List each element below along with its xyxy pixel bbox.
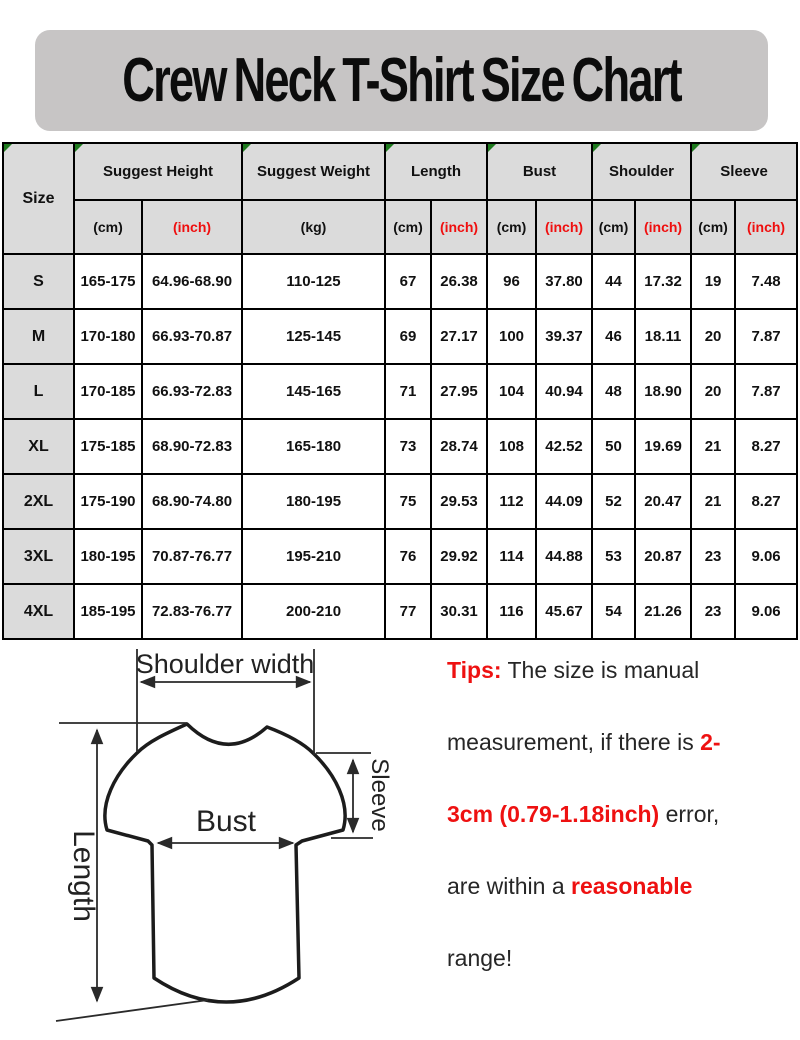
table-cell: 7.87 (735, 309, 797, 364)
table-cell: 64.96-68.90 (142, 254, 242, 309)
table-cell: 67 (385, 254, 431, 309)
table-cell: 21 (691, 474, 735, 529)
table-cell: 39.37 (536, 309, 592, 364)
col-header-sleeve: Sleeve (691, 143, 797, 200)
table-cell: 76 (385, 529, 431, 584)
table-cell: 44.09 (536, 474, 592, 529)
table-row (3, 584, 797, 639)
table-cell: 77 (385, 584, 431, 639)
table-cell: 165-180 (242, 419, 385, 474)
table-cell: 8.27 (735, 419, 797, 474)
shoulder-width-label: Shoulder width (135, 649, 315, 679)
table-cell: 100 (487, 309, 536, 364)
unit-height-inch: (inch) (142, 200, 242, 254)
table-cell: 68.90-72.83 (142, 419, 242, 474)
table-cell: 9.06 (735, 584, 797, 639)
length-bottom-tick (56, 1000, 208, 1021)
unit-length-inch: (inch) (431, 200, 487, 254)
table-cell: 40.94 (536, 364, 592, 419)
bust-label: Bust (195, 805, 257, 838)
table-cell: 46 (592, 309, 635, 364)
table-cell: 44.88 (536, 529, 592, 584)
table-cell: 165-175 (74, 254, 142, 309)
table-cell: 53 (592, 529, 635, 584)
table-cell: 104 (487, 364, 536, 419)
table-cell: 21.26 (635, 584, 691, 639)
sleeve-label: Sleeve (366, 758, 393, 832)
table-row (3, 309, 797, 364)
tips-line-5: range! (447, 945, 513, 971)
title-banner (35, 30, 768, 131)
table-cell: 69 (385, 309, 431, 364)
col-header-suggest-weight: Suggest Weight (242, 143, 385, 200)
tips-line-1: Tips: The size is manual (447, 657, 700, 683)
col-header-size: Size (3, 143, 74, 254)
tshirt-outline (105, 724, 345, 1002)
table-cell: 96 (487, 254, 536, 309)
table-cell: 37.80 (536, 254, 592, 309)
table-cell: 68.90-74.80 (142, 474, 242, 529)
table-cell: 175-190 (74, 474, 142, 529)
table-cell: 7.48 (735, 254, 797, 309)
tshirt-measurement-diagram (30, 645, 450, 1040)
unit-bust-inch: (inch) (536, 200, 592, 254)
tips-line-4: are within a reasonable (447, 873, 693, 899)
col-header-bust: Bust (487, 143, 592, 200)
table-cell: 66.93-70.87 (142, 309, 242, 364)
table-cell: 8.27 (735, 474, 797, 529)
table-cell: 75 (385, 474, 431, 529)
size-label: S (3, 254, 74, 309)
table-cell: 110-125 (242, 254, 385, 309)
table-cell: 30.31 (431, 584, 487, 639)
table-cell: 27.17 (431, 309, 487, 364)
size-chart-table (2, 142, 798, 640)
table-cell: 66.93-72.83 (142, 364, 242, 419)
table-cell: 20.47 (635, 474, 691, 529)
unit-shoulder-inch: (inch) (635, 200, 691, 254)
col-header-length: Length (385, 143, 487, 200)
table-cell: 20.87 (635, 529, 691, 584)
tips-line-3: 3cm (0.79-1.18inch) error, (447, 801, 720, 827)
size-label: 3XL (3, 529, 74, 584)
size-label: L (3, 364, 74, 419)
table-cell: 200-210 (242, 584, 385, 639)
unit-sleeve-inch: (inch) (735, 200, 797, 254)
table-cell: 42.52 (536, 419, 592, 474)
table-cell: 20 (691, 309, 735, 364)
table-cell: 145-165 (242, 364, 385, 419)
table-cell: 29.53 (431, 474, 487, 529)
table-cell: 48 (592, 364, 635, 419)
table-cell: 116 (487, 584, 536, 639)
table-cell: 45.67 (536, 584, 592, 639)
unit-sleeve-cm: (cm) (691, 200, 735, 254)
table-cell: 73 (385, 419, 431, 474)
unit-shoulder-cm: (cm) (592, 200, 635, 254)
table-cell: 50 (592, 419, 635, 474)
table-cell: 71 (385, 364, 431, 419)
table-cell: 175-185 (74, 419, 142, 474)
header-unit-row (3, 200, 797, 254)
table-cell: 180-195 (74, 529, 142, 584)
table-cell: 26.38 (431, 254, 487, 309)
table-cell: 54 (592, 584, 635, 639)
table-cell: 21 (691, 419, 735, 474)
table-cell: 112 (487, 474, 536, 529)
table-cell: 7.87 (735, 364, 797, 419)
table-cell: 20 (691, 364, 735, 419)
table-cell: 185-195 (74, 584, 142, 639)
size-label: M (3, 309, 74, 364)
col-header-shoulder: Shoulder (592, 143, 691, 200)
table-row (3, 254, 797, 309)
table-cell: 170-180 (74, 309, 142, 364)
unit-height-cm: (cm) (74, 200, 142, 254)
length-label: Length (67, 830, 100, 922)
table-cell: 19.69 (635, 419, 691, 474)
table-row (3, 474, 797, 529)
table-cell: 52 (592, 474, 635, 529)
tips-line-2: measurement, if there is 2- (447, 729, 721, 755)
size-label: XL (3, 419, 74, 474)
table-cell: 125-145 (242, 309, 385, 364)
table-cell: 23 (691, 584, 735, 639)
table-cell: 195-210 (242, 529, 385, 584)
table-cell: 9.06 (735, 529, 797, 584)
table-cell: 29.92 (431, 529, 487, 584)
table-cell: 114 (487, 529, 536, 584)
table-cell: 18.90 (635, 364, 691, 419)
table-cell: 170-185 (74, 364, 142, 419)
size-label: 2XL (3, 474, 74, 529)
size-label: 4XL (3, 584, 74, 639)
table-row (3, 529, 797, 584)
page-title: Crew Neck T-Shirt Size Chart (122, 46, 681, 115)
header-group-row (3, 143, 797, 200)
table-cell: 19 (691, 254, 735, 309)
table-cell: 72.83-76.77 (142, 584, 242, 639)
table-cell: 23 (691, 529, 735, 584)
table-cell: 70.87-76.77 (142, 529, 242, 584)
table-cell: 17.32 (635, 254, 691, 309)
table-cell: 108 (487, 419, 536, 474)
tips-text (447, 657, 767, 1017)
table-cell: 180-195 (242, 474, 385, 529)
table-cell: 27.95 (431, 364, 487, 419)
col-header-suggest-height: Suggest Height (74, 143, 242, 200)
unit-weight-kg: (kg) (242, 200, 385, 254)
table-cell: 44 (592, 254, 635, 309)
table-cell: 18.11 (635, 309, 691, 364)
table-row (3, 364, 797, 419)
unit-length-cm: (cm) (385, 200, 431, 254)
table-cell: 28.74 (431, 419, 487, 474)
tips-keyword: Tips: (447, 657, 502, 683)
table-row (3, 419, 797, 474)
unit-bust-cm: (cm) (487, 200, 536, 254)
